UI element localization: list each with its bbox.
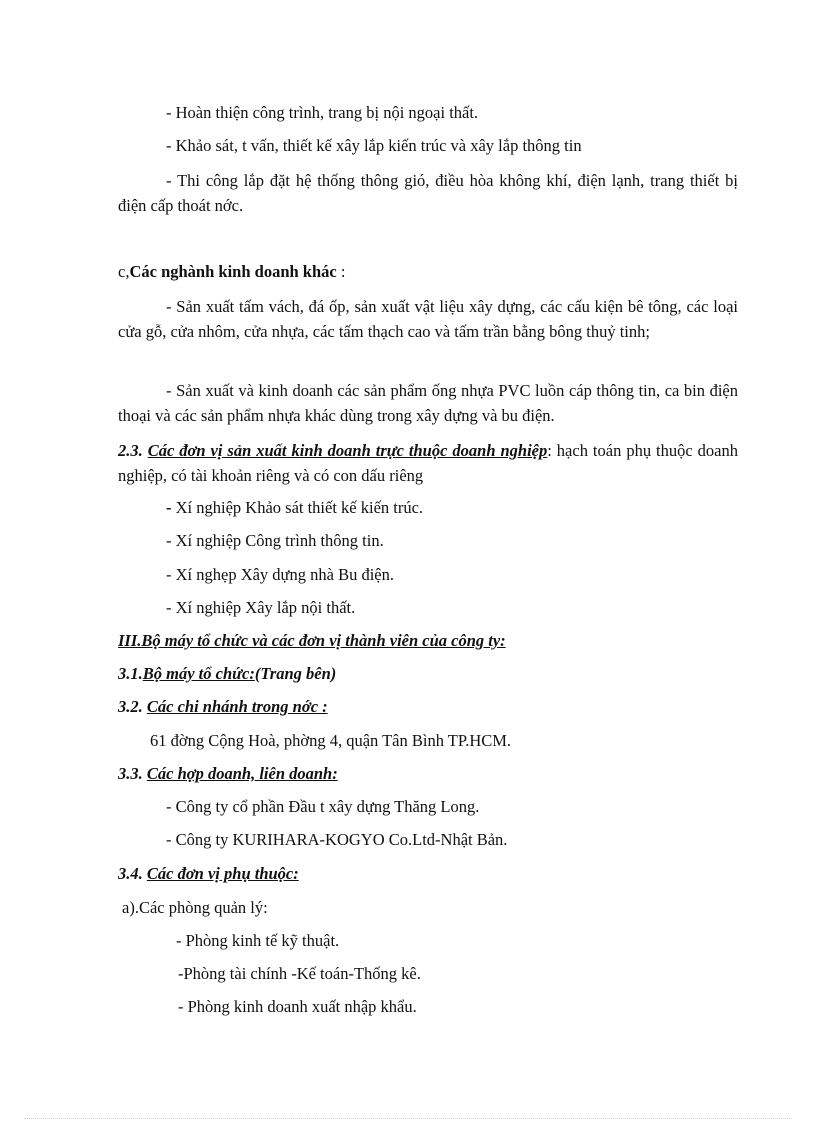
list-item: - Xí nghẹp Xây dựng nhà Bu điện. [166, 565, 394, 584]
list-item: - Xí nghiệp Công trình thông tin. [166, 531, 384, 550]
paragraph-san-xuat-ong-nhua: - Sản xuất và kinh doanh các sản phẩm ống nhựa PVC luồn cáp thông tin, ca bin điện thoại và các sản phẩm nhựa khác dùng trong xây dựng và bu điện. [118, 381, 738, 425]
section-3-1-number: 3.1. [118, 664, 143, 683]
section-3-3-number: 3.3. [118, 764, 143, 783]
section-c-heading [118, 262, 345, 282]
list-item [166, 498, 423, 518]
line-hoan-thien: - Hoàn thiện công trình, trang bị nội ngoại thất. [166, 103, 479, 122]
list-item: -Phòng tài chính -Kế toán-Thống kê. [178, 964, 421, 983]
section-2-3-number: 2.3. [118, 441, 143, 460]
section-2-3-rest: : hạch toán phụ thuộc doanh nghiệp, có tài khoản riêng và có con dấu riêng [118, 441, 738, 485]
section-c-prefix: c, [118, 262, 130, 281]
list-item: - Công ty cổ phần Đầu t xây dựng Thăng Long. [166, 797, 480, 816]
list-item: - Phòng kinh doanh xuất nhập khẩu. [178, 997, 417, 1016]
section-3-3-title: Các hợp doanh, liên doanh: [146, 764, 338, 783]
paragraph-thi-cong: - Thi công lắp đặt hệ thống thông gió, điều hòa không khí, điện lạnh, trang thiết bị điện cấp thoát nớc. [118, 171, 738, 215]
paragraph-san-xuat-vach: - Sản xuất tấm vách, đá ốp, sản xuất vật liệu xây dựng, các cấu kiện bê tông, các loại cửa gỗ, cửa nhôm, cửa nhựa, các tấm thạch cao và tấm trần bằng bông thuỷ tinh; [118, 297, 738, 341]
bullet-dash: - [166, 498, 176, 517]
section-c-title: Các nghành kinh doanh khác [129, 262, 337, 281]
section-c-suffix: : [336, 262, 346, 281]
section-2-3-title: Các đơn vị sản xuất kinh doanh trực thuộc doanh nghiệp [147, 441, 548, 460]
section-3-4-heading [118, 864, 299, 884]
page-bottom-divider [24, 1118, 792, 1119]
section-3-4-subheading: a).Các phòng quản lý: [122, 898, 268, 917]
section-3-1-heading [118, 664, 336, 684]
section-2-3-paragraph [118, 438, 738, 488]
list-item: - Phòng kinh tế kỹ thuật. [176, 931, 340, 950]
list-item: - Xí nghiệp Xây lắp nội thất. [166, 598, 356, 617]
line-khao-sat: - Khảo sát, t vấn, thiết kế xây lắp kiến trúc và xây lắp thông tin [166, 136, 582, 155]
list-item-text: Xí nghiệp Khảo sát thiết kế kiến trúc. [175, 498, 424, 517]
section-3-2-number: 3.2. [118, 697, 143, 716]
section-3-1-note: (Trang bên) [254, 664, 337, 683]
section-3-4-number: 3.4. [118, 864, 143, 883]
section-3-1-title: Bộ máy tổ chức: [142, 664, 255, 683]
section-3-2-heading [118, 697, 328, 717]
section-3-4-title: Các đơn vị phụ thuộc: [146, 864, 299, 883]
section-3-2-title: Các chi nhánh trong nớc : [146, 697, 328, 716]
section-3-3-heading [118, 764, 338, 784]
list-item: - Công ty KURIHARA-KOGYO Co.Ltd-Nhật Bản. [166, 830, 508, 849]
section-3-heading: III.Bộ máy tổ chức và các đơn vị thành viên của công ty: [118, 631, 506, 650]
branch-address: 61 đờng Cộng Hoà, phờng 4, quận Tân Bình TP.HCM. [150, 731, 512, 750]
